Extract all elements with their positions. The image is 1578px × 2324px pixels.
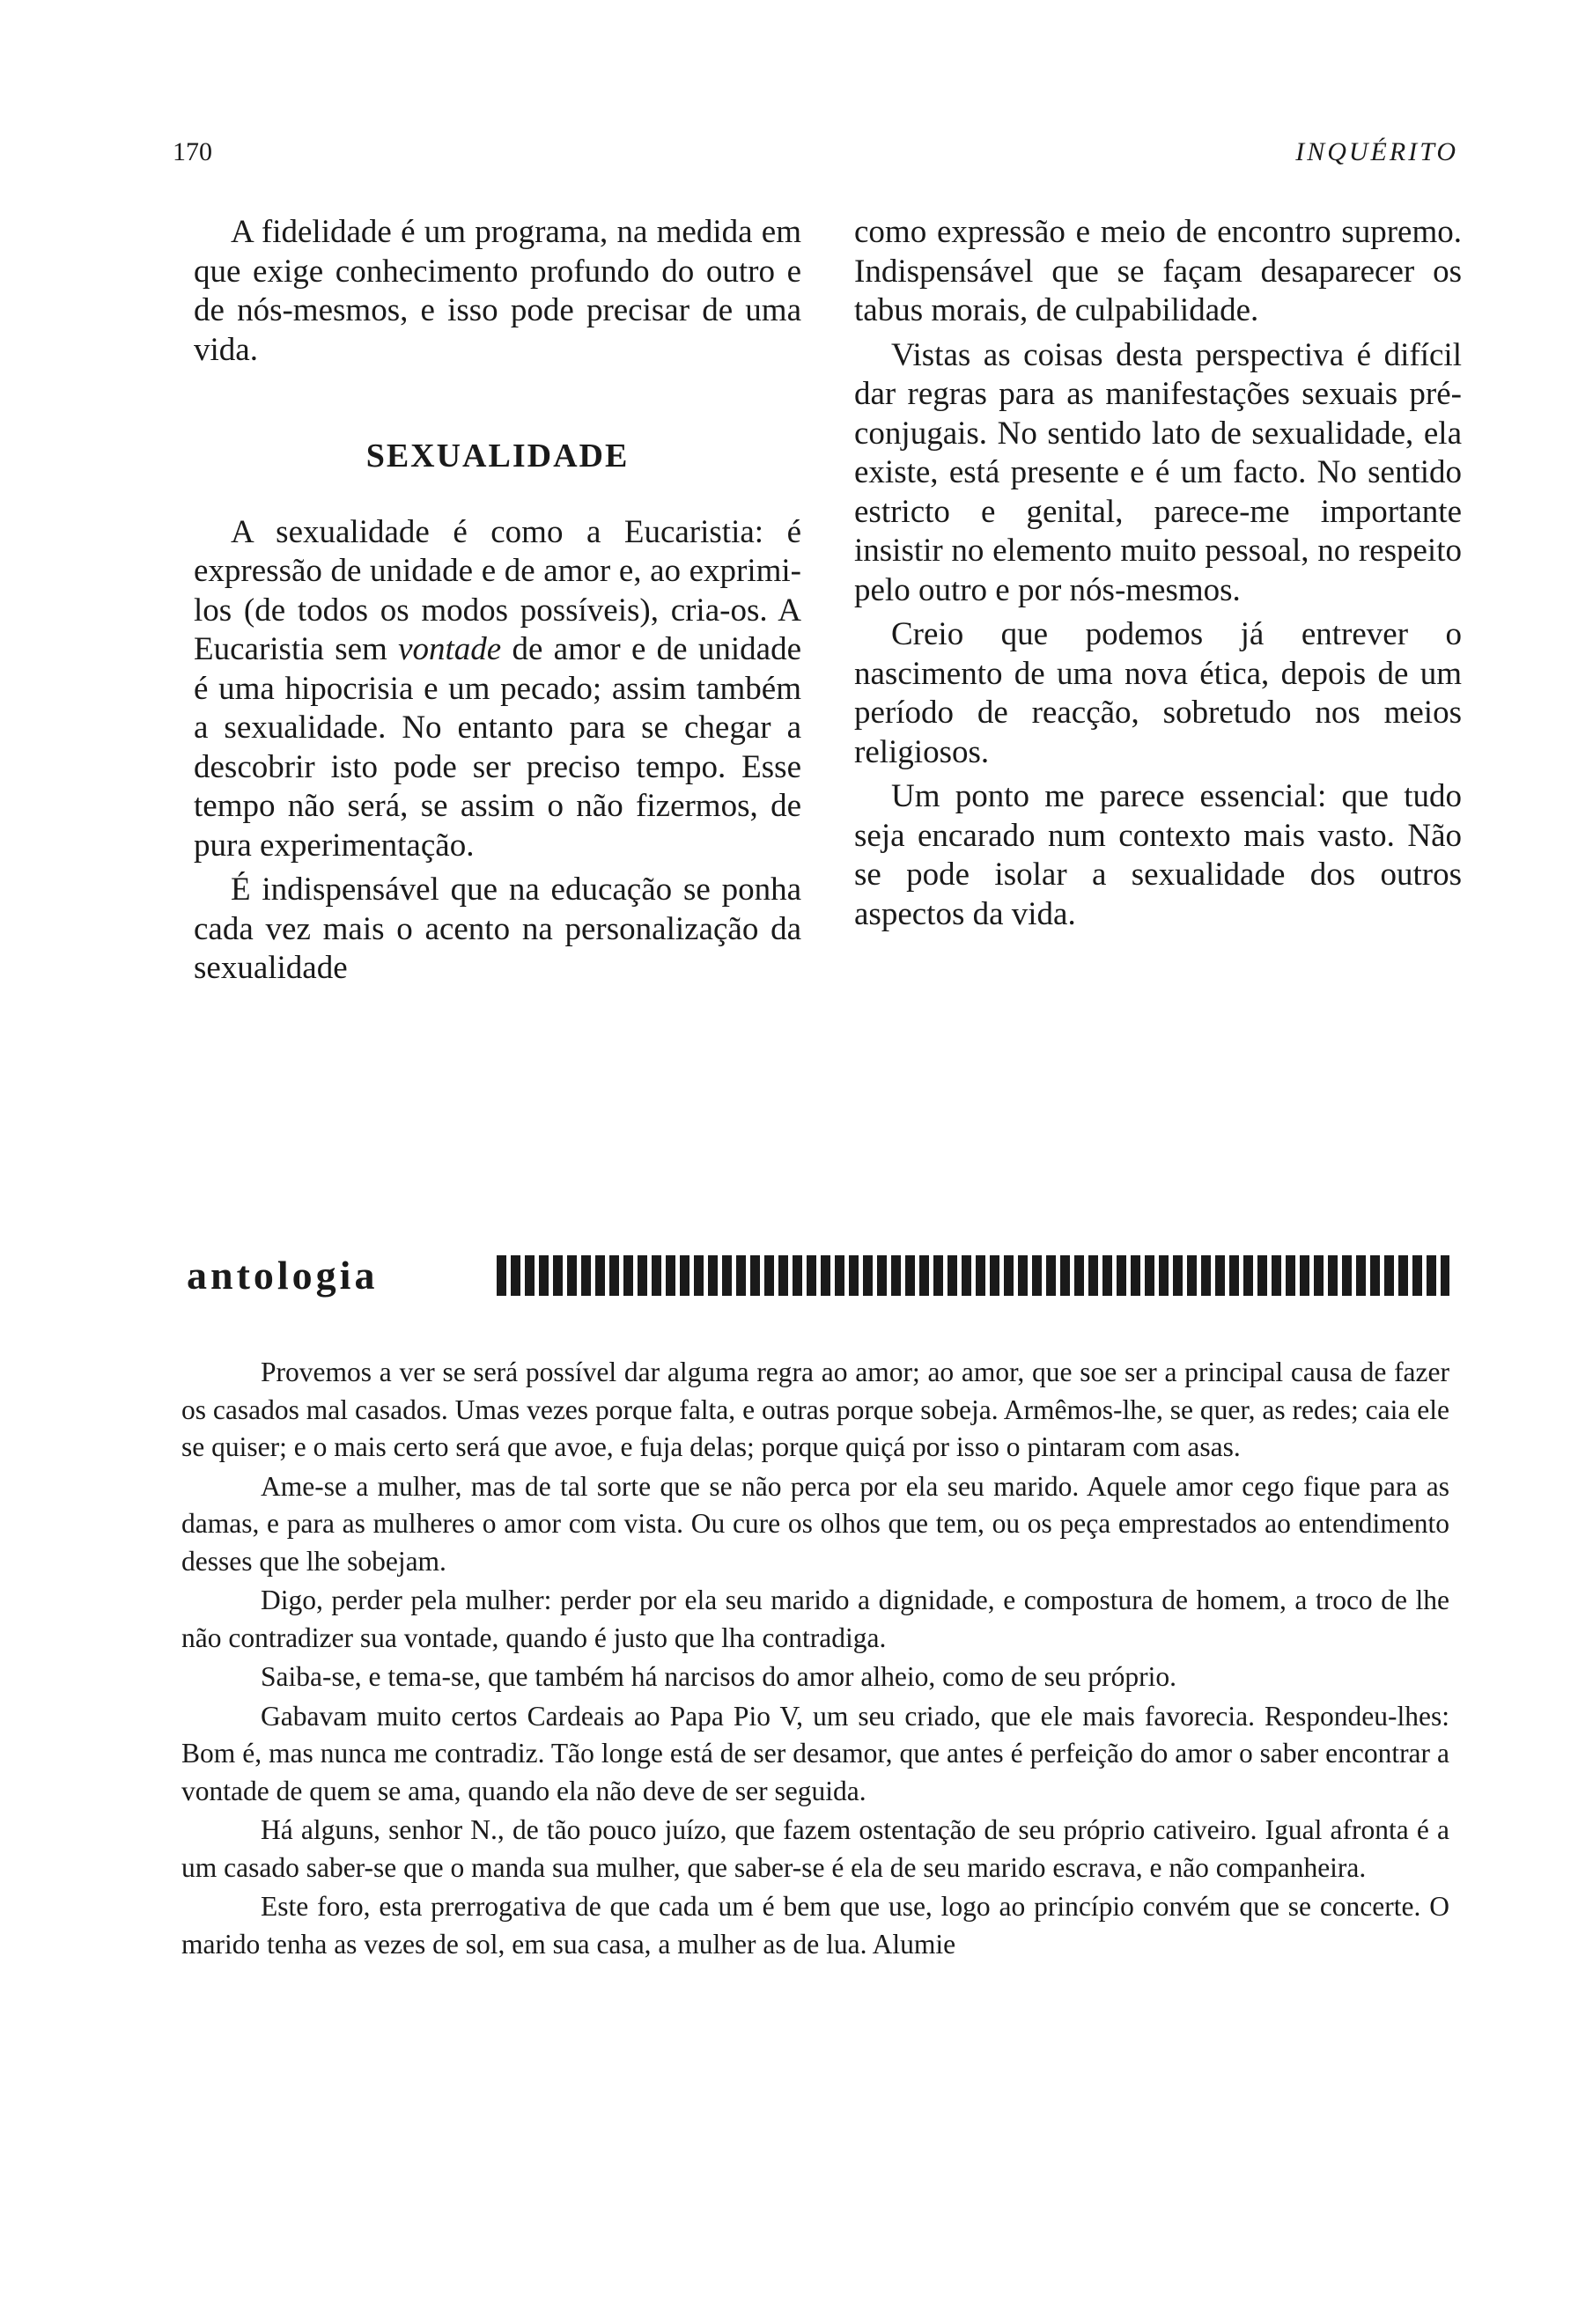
paragraph-text: de amor e de unidade é uma hipocrisia e um pecado; assim também a sexualidade. No entanto para se chegar a descobrir isto pode ser preciso tempo. Esse tempo não será, se assim o não fizermos, de pura experimentação. [194,631,801,864]
paragraph-text: A sexualidade é como a Eucaristia: é expressão de unidade e de amor e, ao exprimi-los (de todos os modos possíveis), cria-os. A Eucaristia sem [194,513,801,667]
anthology-paragraph: Saiba-se, e tema-se, que também há narcisos do amor alheio, como de seu próprio. [261,1661,1177,1692]
page-number: 170 [173,137,212,166]
anthology-text [181,1354,1449,1963]
sexualidade-paragraph-2: É indispensável que na educação se ponha cada vez mais o acento na personalização da sexualidade [194,872,801,986]
antologia-banner [187,1248,1451,1305]
continuation-paragraph: como expressão e meio de encontro supremo. Indispensável que se façam desaparecer os tabus morais, de culpabilidade. [854,214,1462,328]
sexualidade-paragraph-1 [194,513,801,866]
anthology-paragraph: Ame-se a mulher, mas de tal sorte que se não perca por ela seu marido. Aquele amor cego fique para as damas, e para as mulheres o amor com vista. Ou cure os olhos que tem, ou os peça emprestados ao entendimento desses que lhe sobejam. [181,1470,1449,1577]
section-heading: SEXUALIDADE [365,438,630,474]
page-header [0,137,1578,173]
right-column [854,213,1462,934]
anthology-paragraph: Gabavam muito certos Cardeais ao Papa Pio V, um seu criado, que ele mais favorecia. Respondeu-lhes: Bom é, mas nunca me contradiz. Tão longe está de ser desamor, que antes é perfeição do amor o saber encontrar a vontade de quem se ama, quando ela não deve de ser seguida. [181,1700,1449,1806]
antologia-title: antologia [187,1253,379,1298]
anthology-paragraph: Provemos a ver se será possível dar alguma regra ao amor; ao amor, que soe ser a principal causa de fazer os casados mal casados. Umas vezes porque falta, e outras porque sobeja. Armêmos-lhe, se quer, as redes; caia ele se quiser; e o mais certo será que avoe, e fuja delas; porque quiçá por isso o pintaram com asas. [181,1357,1449,1462]
intro-paragraph: A fidelidade é um programa, na medida em que exige conhecimento profundo do outro e de nós-mesmos, e isso pode precisar de uma vida. [194,214,801,368]
right-paragraph-2: Creio que podemos já entrever o nascimento de uma nova ética, depois de um período de reacção, sobretudo nos meios religiosos. [854,616,1462,770]
anthology-paragraph: Este foro, esta prerrogativa de que cada um é bem que use, logo ao princípio convém que se concerte. O marido tenha as vezes de sol, em sua casa, a mulher as de lua. Alumie [181,1891,1449,1960]
right-paragraph-3: Um ponto me parece essencial: que tudo seja encarado num contexto mais vasto. Não se pode isolar a sexualidade dos outros aspectos da vida. [854,778,1462,932]
running-title: INQUÉRITO [1295,137,1458,166]
right-paragraph-1: Vistas as coisas desta perspectiva é difícil dar regras para as manifestações sexuais pré-conjugais. No sentido lato de sexualidade, ela existe, está presente e é um facto. No sentido estricto e genital, parece-me importante insistir no elemento muito pessoal, no respeito pelo outro e por nós-mesmos. [854,336,1462,608]
decorative-dot-pattern [497,1255,1449,1296]
anthology-paragraph: Há alguns, senhor N., de tão pouco juízo, que fazem ostentação de seu próprio cativeiro. Igual afronta é a um casado saber-se que o manda sua mulher, que saber-se é ela de seu marido escrava, e não companheira. [181,1814,1449,1883]
left-column [194,213,801,989]
emphasis-text: vontade [398,631,502,667]
anthology-paragraph: Digo, perder pela mulher: perder por ela seu marido a dignidade, e compostura de homem, a troco de lhe não contradizer sua vontade, quando é justo que lha contradiga. [181,1585,1449,1653]
